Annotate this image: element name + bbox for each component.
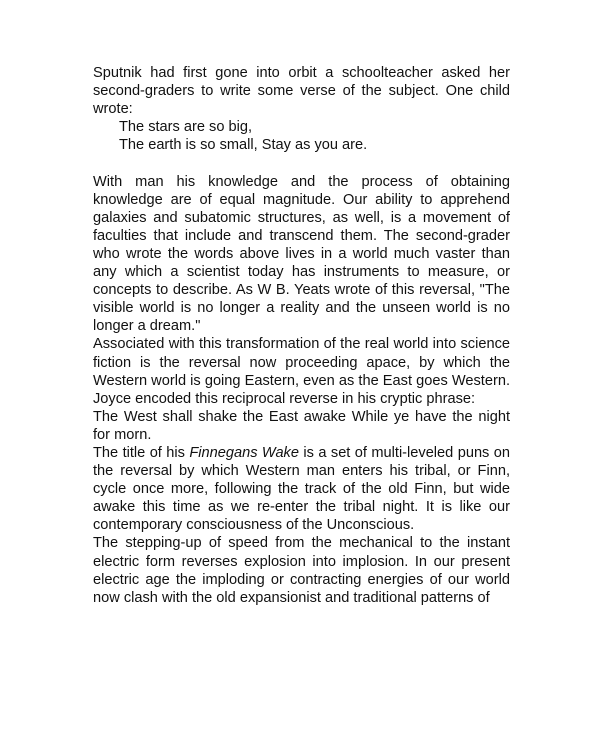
paragraph-intro: Sputnik had first gone into orbit a schoolteacher asked her second-graders to write some verse of the subject. One child wrote:	[93, 65, 510, 118]
verse-line-2: The earth is so small, Stay as you are.	[119, 137, 368, 154]
book-title: Finnegans Wake	[189, 444, 299, 461]
paragraph-implosion: The stepping-up of speed from the mechanical to the instant electric form reverses explosion into implosion. In our present electric age the imploding or contracting energies of our world now clash with the old expansionist and traditional patterns of	[93, 535, 510, 606]
paragraph-joyce-quote: The West shall shake the East awake While ye have the night for morn.	[93, 408, 510, 443]
text-after-title: is a set of multi-leveled puns on the reversal by which Western man enters his tribal, or Finn, cycle once more, following the track of the old Finn, but wide awake this time as we re-enter the tribal night. It is like our contemporary consciousness of the Unconscious.	[93, 444, 511, 534]
verse-line-1: The stars are so big,	[119, 119, 253, 136]
paragraph-finnegans-wake	[93, 444, 510, 534]
paragraph-gap	[93, 154, 510, 172]
document-page	[93, 64, 510, 607]
paragraph-east-west: Associated with this transformation of the real world into science fiction is the reversal now proceeding apace, by which the Western world is going Eastern, even as the East goes Western. Joyce encoded this reciprocal reverse in his cryptic phrase:	[93, 336, 510, 407]
paragraph-yeats: With man his knowledge and the process of obtaining knowledge are of equal magnitude. Our ability to apprehend galaxies and subatomic structures, as well, is a movement of faculties that include and transcend them. The second-grader who wrote the words above lives in a world much vaster than any which a scientist today has instruments to measure, or concepts to describe. As W B. Yeats wrote of this reversal, "The visible world is no longer a reality and the unseen world is no longer a dream."	[93, 173, 510, 335]
text-before-title: The title of his	[93, 444, 190, 461]
